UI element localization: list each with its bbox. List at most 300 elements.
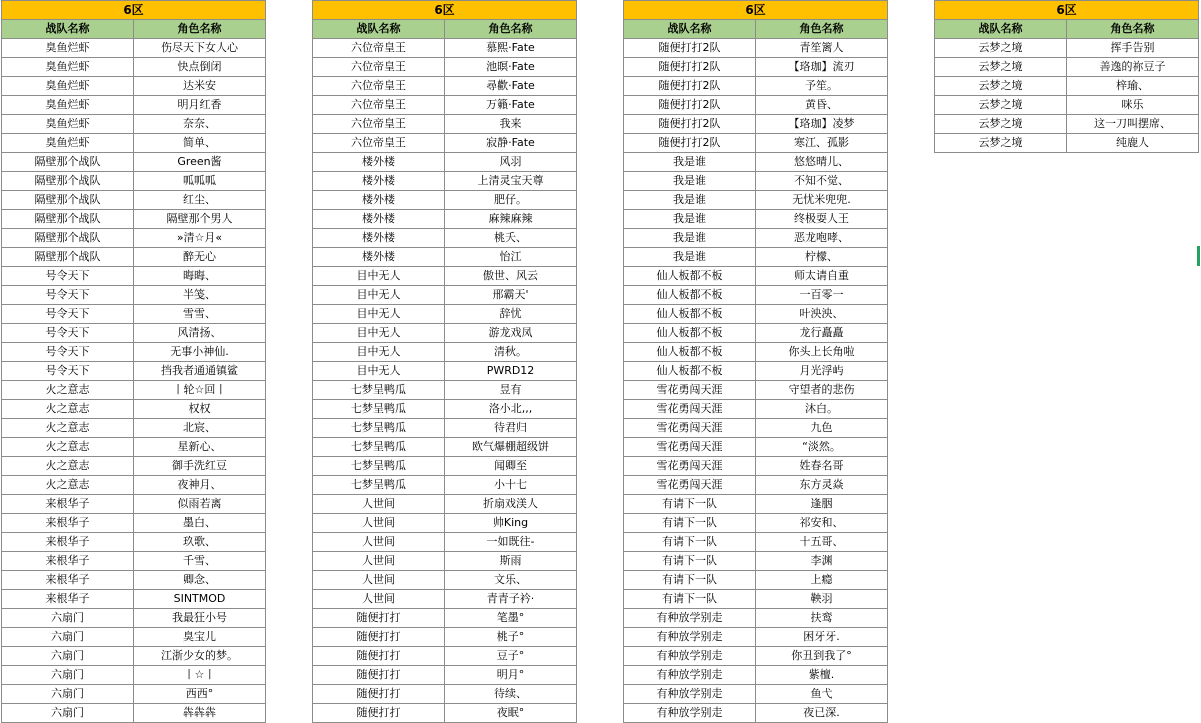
team-name-cell[interactable]: 我是谁 [624, 210, 756, 229]
team-name-cell[interactable]: 号令天下 [2, 362, 134, 381]
team-name-cell[interactable]: 六扇门 [2, 609, 134, 628]
role-name-cell[interactable]: 龙行矗矗 [756, 324, 888, 343]
table-row [935, 58, 1199, 77]
team-name-cell[interactable]: 随便打打 [313, 666, 445, 685]
table-row [624, 172, 888, 191]
role-name-cell[interactable]: 西西° [134, 685, 266, 704]
role-name-cell[interactable]: 半笺、 [134, 286, 266, 305]
table-row [624, 362, 888, 381]
role-name-cell[interactable]: 红尘、 [134, 191, 266, 210]
team-name-cell[interactable]: 号令天下 [2, 305, 134, 324]
team-name-cell[interactable]: 我是谁 [624, 229, 756, 248]
team-name-cell[interactable]: 我是谁 [624, 153, 756, 172]
role-name-cell[interactable]: 卿念、 [134, 571, 266, 590]
role-name-cell[interactable]: 守望者的悲伤 [756, 381, 888, 400]
role-name-cell[interactable]: 怡江 [445, 248, 577, 267]
table-row [313, 419, 577, 438]
role-name-cell[interactable]: 醉无心 [134, 248, 266, 267]
team-name-cell[interactable]: 楼外楼 [313, 210, 445, 229]
table-row [2, 666, 266, 685]
role-name-cell[interactable]: 肥仔。 [445, 191, 577, 210]
team-name-cell[interactable]: 有种放学别走 [624, 685, 756, 704]
team-name-cell[interactable]: 雪花勇闯天涯 [624, 419, 756, 438]
team-name-cell[interactable]: 来根华子 [2, 552, 134, 571]
team-name-cell[interactable]: 随便打打2队 [624, 77, 756, 96]
role-name-cell[interactable]: 玖歌、 [134, 533, 266, 552]
team-name-cell[interactable]: 隔壁那个战队 [2, 248, 134, 267]
team-name-cell[interactable]: 火之意志 [2, 419, 134, 438]
team-name-cell[interactable]: 火之意志 [2, 438, 134, 457]
team-name-cell[interactable]: 楼外楼 [313, 153, 445, 172]
table-row [313, 552, 577, 571]
table-row [2, 438, 266, 457]
role-name-cell[interactable]: 江浙少女的梦。 [134, 647, 266, 666]
table-row [624, 210, 888, 229]
role-name-cell[interactable]: 简单、 [134, 134, 266, 153]
table-row [2, 115, 266, 134]
role-name-cell[interactable]: 待续、 [445, 685, 577, 704]
role-name-cell[interactable]: 傲世、风云 [445, 267, 577, 286]
team-name-cell[interactable]: 随便打打 [313, 628, 445, 647]
team-name-cell[interactable]: 隔壁那个战队 [2, 172, 134, 191]
role-name-cell[interactable]: 夜眠° [445, 704, 577, 723]
role-name-cell[interactable]: 雪雪、 [134, 305, 266, 324]
team-name-cell[interactable]: 号令天下 [2, 343, 134, 362]
header-row [2, 20, 266, 39]
zone-row [2, 1, 266, 20]
role-name-cell[interactable]: 无事小神仙. [134, 343, 266, 362]
role-name-cell[interactable]: 风羽 [445, 153, 577, 172]
role-name-cell[interactable]: 御手洗红豆 [134, 457, 266, 476]
table-row [2, 457, 266, 476]
table-row [313, 666, 577, 685]
table-row [624, 704, 888, 723]
header-row [313, 20, 577, 39]
role-name-cell[interactable]: 风清扬、 [134, 324, 266, 343]
team-name-cell[interactable]: 有种放学别走 [624, 666, 756, 685]
team-name-cell[interactable]: 臭鱼烂虾 [2, 115, 134, 134]
table-row [313, 96, 577, 115]
table-row [624, 400, 888, 419]
team-name-cell[interactable]: 有请下一队 [624, 533, 756, 552]
role-name-cell[interactable]: 柠檬、 [756, 248, 888, 267]
team-name-cell[interactable]: 云梦之境 [935, 115, 1067, 134]
team-name-cell[interactable]: 楼外楼 [313, 248, 445, 267]
table-row [2, 400, 266, 419]
table-row [2, 267, 266, 286]
table-row [2, 628, 266, 647]
role-name-cell[interactable]: 这一刀叫摆席、 [1067, 115, 1199, 134]
team-name-cell[interactable]: 目中无人 [313, 343, 445, 362]
table-row [313, 343, 577, 362]
team-name-cell[interactable]: 云梦之境 [935, 96, 1067, 115]
role-name-cell[interactable]: 昱有 [445, 381, 577, 400]
table-row [2, 96, 266, 115]
role-name-cell[interactable]: PWRD12 [445, 362, 577, 381]
table-row [313, 476, 577, 495]
table-row [624, 305, 888, 324]
table-row [313, 58, 577, 77]
team-name-cell[interactable]: 云梦之境 [935, 39, 1067, 58]
role-name-cell[interactable]: 我来 [445, 115, 577, 134]
team-name-cell[interactable]: 有请下一队 [624, 552, 756, 571]
role-name-cell[interactable]: 隔壁那个男人 [134, 210, 266, 229]
team-name-cell[interactable]: 臭鱼烂虾 [2, 39, 134, 58]
team-name-cell[interactable]: 目中无人 [313, 286, 445, 305]
table-row [313, 39, 577, 58]
role-name-cell[interactable]: 待君归 [445, 419, 577, 438]
header-role-name: 角色名称 [1067, 20, 1199, 39]
team-name-cell[interactable]: 七梦呈鸭瓜 [313, 457, 445, 476]
role-name-cell[interactable]: 池暝·Fate [445, 58, 577, 77]
role-name-cell[interactable]: 寂静·Fate [445, 134, 577, 153]
role-name-cell[interactable]: 伤尽天下女人心 [134, 39, 266, 58]
team-name-cell[interactable]: 六位帝皇王 [313, 134, 445, 153]
role-name-cell[interactable]: 似雨若离 [134, 495, 266, 514]
team-name-cell[interactable]: 目中无人 [313, 267, 445, 286]
role-name-cell[interactable]: 梓瑜、 [1067, 77, 1199, 96]
team-name-cell[interactable]: 有请下一队 [624, 571, 756, 590]
table-row [624, 609, 888, 628]
team-name-cell[interactable]: 来根华子 [2, 590, 134, 609]
role-name-cell[interactable]: 寒江、孤影 [756, 134, 888, 153]
role-name-cell[interactable]: 鱼弋 [756, 685, 888, 704]
team-name-cell[interactable]: 有种放学别走 [624, 704, 756, 723]
role-name-cell[interactable]: 纯鹿人 [1067, 134, 1199, 153]
team-name-cell[interactable]: 有种放学别走 [624, 609, 756, 628]
team-name-cell[interactable]: 雪花勇闯天涯 [624, 476, 756, 495]
table-row [2, 647, 266, 666]
role-name-cell[interactable]: 【珞珈】凌梦 [756, 115, 888, 134]
team-name-cell[interactable]: 火之意志 [2, 457, 134, 476]
team-name-cell[interactable]: 臭鱼烂虾 [2, 58, 134, 77]
table-row [624, 476, 888, 495]
team-name-cell[interactable]: 随便打打 [313, 647, 445, 666]
table-row [624, 419, 888, 438]
role-name-cell[interactable]: 上瘾 [756, 571, 888, 590]
role-name-cell[interactable]: 星新心、 [134, 438, 266, 457]
role-name-cell[interactable]: 困牙牙. [756, 628, 888, 647]
team-name-cell[interactable]: 人世间 [313, 552, 445, 571]
table-row [313, 248, 577, 267]
role-name-cell[interactable]: 帅King [445, 514, 577, 533]
role-name-cell[interactable]: “淡然。 [756, 438, 888, 457]
team-name-cell[interactable]: 雪花勇闯天涯 [624, 457, 756, 476]
role-name-cell[interactable]: 你头上长角啦 [756, 343, 888, 362]
team-name-cell[interactable]: 目中无人 [313, 305, 445, 324]
table-row [935, 134, 1199, 153]
team-name-cell[interactable]: 随便打打 [313, 685, 445, 704]
table-row [2, 191, 266, 210]
role-name-cell[interactable]: 丨☆丨 [134, 666, 266, 685]
team-name-cell[interactable]: 仙人板都不板 [624, 324, 756, 343]
team-name-cell[interactable]: 六扇门 [2, 628, 134, 647]
role-name-cell[interactable]: 月光浮屿 [756, 362, 888, 381]
role-name-cell[interactable]: 挥手告别 [1067, 39, 1199, 58]
role-name-cell[interactable]: 斯雨 [445, 552, 577, 571]
role-name-cell[interactable]: 东方灵焱 [756, 476, 888, 495]
role-name-cell[interactable]: 笔墨° [445, 609, 577, 628]
table-row [313, 704, 577, 723]
team-name-cell[interactable]: 随便打打2队 [624, 58, 756, 77]
team-name-cell[interactable]: 仙人板都不板 [624, 267, 756, 286]
table-row [313, 628, 577, 647]
table-row [2, 134, 266, 153]
header-row [624, 20, 888, 39]
role-name-cell[interactable]: 一百零一 [756, 286, 888, 305]
role-name-cell[interactable]: 无忧米兜兜. [756, 191, 888, 210]
team-name-cell[interactable]: 随便打打 [313, 609, 445, 628]
role-name-cell[interactable]: 犇犇犇 [134, 704, 266, 723]
table-row [2, 305, 266, 324]
team-name-cell[interactable]: 有种放学别走 [624, 628, 756, 647]
team-name-cell[interactable]: 有请下一队 [624, 590, 756, 609]
table-row [313, 400, 577, 419]
role-name-cell[interactable]: 明月° [445, 666, 577, 685]
role-name-cell[interactable]: 洛小北,,, [445, 400, 577, 419]
team-name-cell[interactable]: 六扇门 [2, 704, 134, 723]
role-name-cell[interactable]: 逢胭 [756, 495, 888, 514]
team-name-cell[interactable]: 六位帝皇王 [313, 58, 445, 77]
role-name-cell[interactable]: 夜神月、 [134, 476, 266, 495]
role-name-cell[interactable]: 紫檀. [756, 666, 888, 685]
team-name-cell[interactable]: 目中无人 [313, 362, 445, 381]
role-name-cell[interactable]: 万籟·Fate [445, 96, 577, 115]
header-role-name: 角色名称 [445, 20, 577, 39]
team-name-cell[interactable]: 随便打打2队 [624, 96, 756, 115]
team-name-cell[interactable]: 楼外楼 [313, 172, 445, 191]
team-name-cell[interactable]: 我是谁 [624, 172, 756, 191]
role-name-cell[interactable]: 师太请自重 [756, 267, 888, 286]
role-name-cell[interactable]: 李渊 [756, 552, 888, 571]
team-name-cell[interactable]: 来根华子 [2, 571, 134, 590]
role-name-cell[interactable]: »清☆月« [134, 229, 266, 248]
table-row [624, 628, 888, 647]
role-name-cell[interactable]: 桃子° [445, 628, 577, 647]
team-name-cell[interactable]: 火之意志 [2, 381, 134, 400]
header-role-name: 角色名称 [134, 20, 266, 39]
role-name-cell[interactable]: 慕熙·Fate [445, 39, 577, 58]
table-row [2, 343, 266, 362]
role-name-cell[interactable]: Green酱 [134, 153, 266, 172]
team-name-cell[interactable]: 楼外楼 [313, 191, 445, 210]
table-row [624, 96, 888, 115]
role-name-cell[interactable]: 不知不觉、 [756, 172, 888, 191]
role-name-cell[interactable]: 我最狂小号 [134, 609, 266, 628]
table-row [313, 533, 577, 552]
role-name-cell[interactable]: 【珞珈】流刃 [756, 58, 888, 77]
role-name-cell[interactable]: 快点倒闭 [134, 58, 266, 77]
team-name-cell[interactable]: 号令天下 [2, 267, 134, 286]
team-name-cell[interactable]: 六位帝皇王 [313, 39, 445, 58]
team-name-cell[interactable]: 隔壁那个战队 [2, 153, 134, 172]
roster-table-2 [312, 0, 577, 723]
role-name-cell[interactable]: 奈奈、 [134, 115, 266, 134]
role-name-cell[interactable]: 终极耍人王 [756, 210, 888, 229]
table-row [313, 457, 577, 476]
team-name-cell[interactable]: 火之意志 [2, 476, 134, 495]
team-name-cell[interactable]: 人世间 [313, 571, 445, 590]
role-name-cell[interactable]: 一如既往- [445, 533, 577, 552]
team-name-cell[interactable]: 随便打打2队 [624, 39, 756, 58]
table-row [2, 476, 266, 495]
table-row [313, 229, 577, 248]
role-name-cell[interactable]: 上清灵宝天尊 [445, 172, 577, 191]
team-name-cell[interactable]: 七梦呈鸭瓜 [313, 419, 445, 438]
team-name-cell[interactable]: 雪花勇闯天涯 [624, 438, 756, 457]
role-name-cell[interactable]: 折扇戏渼人 [445, 495, 577, 514]
team-name-cell[interactable]: 仙人板都不板 [624, 362, 756, 381]
team-name-cell[interactable]: 人世间 [313, 533, 445, 552]
team-name-cell[interactable]: 臭鱼烂虾 [2, 134, 134, 153]
role-name-cell[interactable]: 欧气爆棚超级饼 [445, 438, 577, 457]
role-name-cell[interactable]: 悠悠晴儿、 [756, 153, 888, 172]
role-name-cell[interactable]: 豆子° [445, 647, 577, 666]
team-name-cell[interactable]: 隔壁那个战队 [2, 229, 134, 248]
team-name-cell[interactable]: 仙人板都不板 [624, 343, 756, 362]
table-row [2, 248, 266, 267]
table-row [313, 514, 577, 533]
role-name-cell[interactable]: 千雪、 [134, 552, 266, 571]
table-row [624, 58, 888, 77]
team-name-cell[interactable]: 七梦呈鸭瓜 [313, 381, 445, 400]
role-name-cell[interactable]: 叶泱泱、 [756, 305, 888, 324]
team-name-cell[interactable]: 隔壁那个战队 [2, 191, 134, 210]
role-name-cell[interactable]: 尋歡·Fate [445, 77, 577, 96]
team-name-cell[interactable]: 人世间 [313, 495, 445, 514]
role-name-cell[interactable]: 黄昏、 [756, 96, 888, 115]
role-name-cell[interactable]: 麻辣麻辣 [445, 210, 577, 229]
team-name-cell[interactable]: 臭鱼烂虾 [2, 77, 134, 96]
role-name-cell[interactable]: 呱呱呱 [134, 172, 266, 191]
table-row [624, 590, 888, 609]
team-name-cell[interactable]: 仙人板都不板 [624, 286, 756, 305]
role-name-cell[interactable]: 祁安和、 [756, 514, 888, 533]
team-name-cell[interactable]: 七梦呈鸭瓜 [313, 400, 445, 419]
zone-row [935, 1, 1199, 20]
role-name-cell[interactable]: 游龙戏凤 [445, 324, 577, 343]
role-name-cell[interactable]: 善逸的祢豆子 [1067, 58, 1199, 77]
role-name-cell[interactable]: 扶鸾 [756, 609, 888, 628]
table-row [313, 571, 577, 590]
role-name-cell[interactable]: 闻卿至 [445, 457, 577, 476]
role-name-cell[interactable]: 青笙篱人 [756, 39, 888, 58]
roster-table-4 [934, 0, 1199, 153]
team-name-cell[interactable]: 隔壁那个战队 [2, 210, 134, 229]
team-name-cell[interactable]: 人世间 [313, 514, 445, 533]
role-name-cell[interactable]: 权权 [134, 400, 266, 419]
table-row [313, 609, 577, 628]
role-name-cell[interactable]: 丨轮☆回丨 [134, 381, 266, 400]
team-name-cell[interactable]: 有请下一队 [624, 514, 756, 533]
zone-row [624, 1, 888, 20]
role-name-cell[interactable]: 挡我者通通镇鲨 [134, 362, 266, 381]
header-role-name: 角色名称 [756, 20, 888, 39]
team-name-cell[interactable]: 六位帝皇王 [313, 77, 445, 96]
team-name-cell[interactable]: 我是谁 [624, 248, 756, 267]
team-name-cell[interactable]: 云梦之境 [935, 58, 1067, 77]
team-name-cell[interactable]: 六扇门 [2, 685, 134, 704]
role-name-cell[interactable]: 北宸、 [134, 419, 266, 438]
team-name-cell[interactable]: 来根华子 [2, 495, 134, 514]
team-name-cell[interactable]: 雪花勇闯天涯 [624, 400, 756, 419]
team-name-cell[interactable]: 雪花勇闯天涯 [624, 381, 756, 400]
role-name-cell[interactable]: 姓春名哥 [756, 457, 888, 476]
table-row [2, 286, 266, 305]
team-name-cell[interactable]: 火之意志 [2, 400, 134, 419]
role-name-cell[interactable]: 墨白、 [134, 514, 266, 533]
team-name-cell[interactable]: 随便打打 [313, 704, 445, 723]
role-name-cell[interactable]: SINTMOD [134, 590, 266, 609]
role-name-cell[interactable]: 桃夭、 [445, 229, 577, 248]
team-name-cell[interactable]: 楼外楼 [313, 229, 445, 248]
table-row [2, 39, 266, 58]
team-name-cell[interactable]: 仙人板都不板 [624, 305, 756, 324]
table-row [624, 248, 888, 267]
team-name-cell[interactable]: 六扇门 [2, 666, 134, 685]
team-name-cell[interactable]: 云梦之境 [935, 77, 1067, 96]
team-name-cell[interactable]: 号令天下 [2, 324, 134, 343]
role-name-cell[interactable]: 恶龙咆哮、 [756, 229, 888, 248]
table-row [2, 552, 266, 571]
role-name-cell[interactable]: 晦晦、 [134, 267, 266, 286]
team-name-cell[interactable]: 云梦之境 [935, 134, 1067, 153]
role-name-cell[interactable]: 夜已深. [756, 704, 888, 723]
team-name-cell[interactable]: 六位帝皇王 [313, 96, 445, 115]
team-name-cell[interactable]: 目中无人 [313, 324, 445, 343]
role-name-cell[interactable]: 文乐、 [445, 571, 577, 590]
table-row [2, 58, 266, 77]
team-name-cell[interactable]: 来根华子 [2, 533, 134, 552]
role-name-cell[interactable]: 明月红香 [134, 96, 266, 115]
team-name-cell[interactable]: 六位帝皇王 [313, 115, 445, 134]
role-name-cell[interactable]: 辞忧 [445, 305, 577, 324]
role-name-cell[interactable]: 九色 [756, 419, 888, 438]
role-name-cell[interactable]: 达米安 [134, 77, 266, 96]
zone-row [313, 1, 577, 20]
role-name-cell[interactable]: 鞅羽 [756, 590, 888, 609]
roster-table-1 [1, 0, 266, 723]
role-name-cell[interactable]: 臭宝儿 [134, 628, 266, 647]
team-name-cell[interactable]: 号令天下 [2, 286, 134, 305]
team-name-cell[interactable]: 有请下一队 [624, 495, 756, 514]
team-name-cell[interactable]: 人世间 [313, 590, 445, 609]
team-name-cell[interactable]: 六扇门 [2, 647, 134, 666]
team-name-cell[interactable]: 来根华子 [2, 514, 134, 533]
role-name-cell[interactable]: 予笙。 [756, 77, 888, 96]
role-name-cell[interactable]: 小十七 [445, 476, 577, 495]
team-name-cell[interactable]: 七梦呈鸭瓜 [313, 476, 445, 495]
table-row [313, 324, 577, 343]
team-name-cell[interactable]: 我是谁 [624, 191, 756, 210]
role-name-cell[interactable]: 沐白。 [756, 400, 888, 419]
role-name-cell[interactable]: 你丑到我了° [756, 647, 888, 666]
role-name-cell[interactable]: 青青子衿· [445, 590, 577, 609]
table-row [2, 419, 266, 438]
role-name-cell[interactable]: 邢霸天' [445, 286, 577, 305]
role-name-cell[interactable]: 咪乐 [1067, 96, 1199, 115]
table-row [313, 210, 577, 229]
team-name-cell[interactable]: 臭鱼烂虾 [2, 96, 134, 115]
role-name-cell[interactable]: 清秋。 [445, 343, 577, 362]
team-name-cell[interactable]: 七梦呈鸭瓜 [313, 438, 445, 457]
role-name-cell[interactable]: 十五哥、 [756, 533, 888, 552]
team-name-cell[interactable]: 有种放学别走 [624, 647, 756, 666]
team-name-cell[interactable]: 随便打打2队 [624, 115, 756, 134]
team-name-cell[interactable]: 随便打打2队 [624, 134, 756, 153]
table-row [624, 438, 888, 457]
table-row [624, 571, 888, 590]
